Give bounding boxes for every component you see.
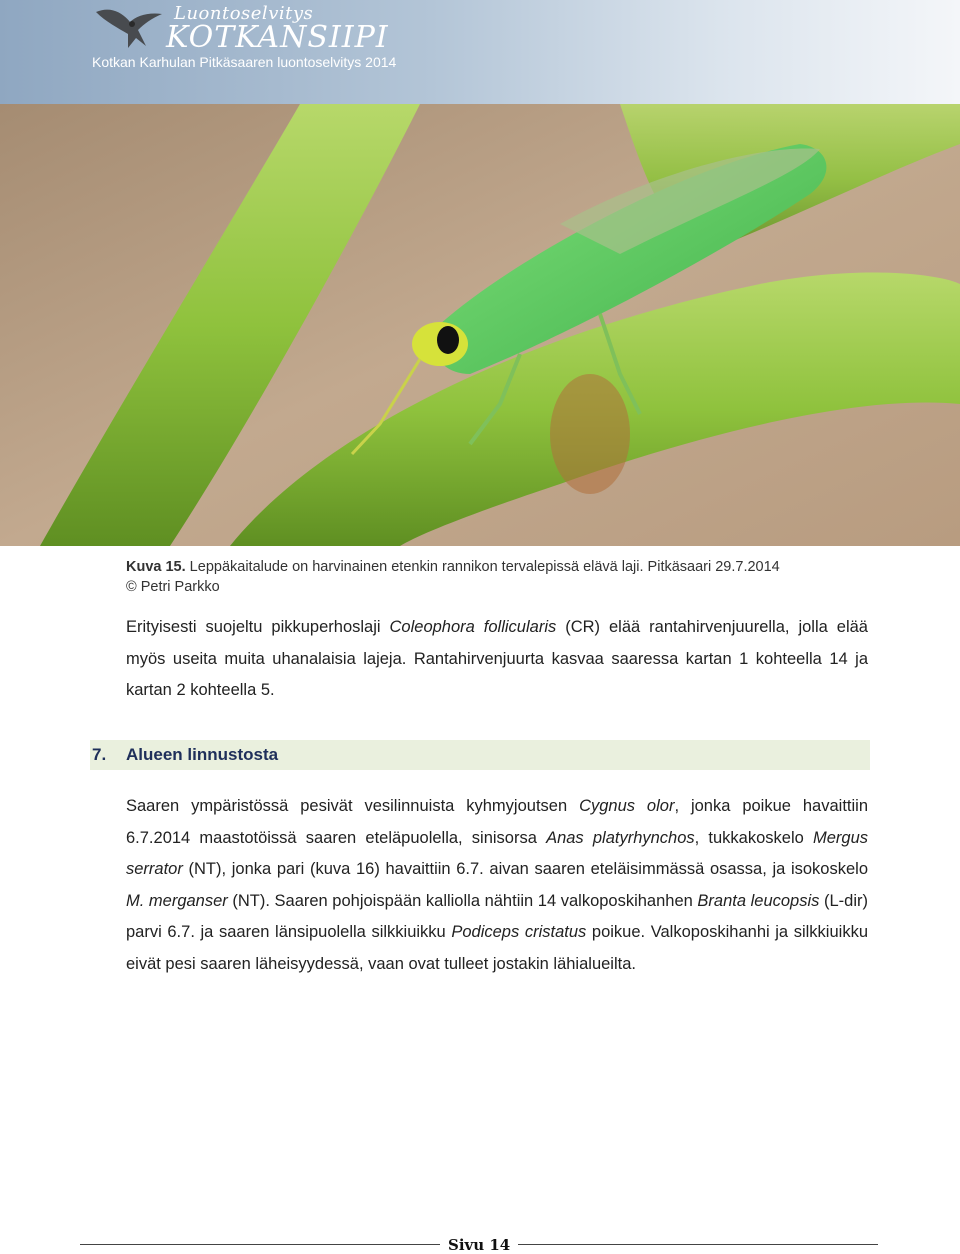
text-run: (CR) elää rantahirvenjuurella, jolla elää myös useita muita uhanalaisia lajeja. Rantahirvenjuurta kasvaa saaressa kartan 1 kohteella 14 ja kartan 2 kohteella 5. <box>126 618 868 699</box>
text-run: (NT), jonka pari (kuva 16) havaittiin 6.7. aivan saaren eteläisimmässä osassa, ja isokoskelo <box>182 860 868 878</box>
text-run: Erityisesti suojeltu pikkuperhoslaji <box>126 618 390 636</box>
species-name: Mergus serrator <box>126 828 869 878</box>
logo-subtitle: Luontoselvitys <box>174 3 314 24</box>
logo-title: KOTKANSIIPI <box>166 20 389 55</box>
text-run: , tukkakoskelo <box>694 828 813 847</box>
species-name: Cygnus olor <box>579 797 675 815</box>
text-run: (L-dir) parvi 6.7. ja saaren länsipuolella silkkiuikku <box>126 891 868 941</box>
text-run: poikue. Valkoposkihanhi ja silkkiuikku eivät pesi saaren läheisyydessä, vaan ovat tulleet jostakin lähialueilta. <box>126 923 868 973</box>
eagle-logo-icon <box>92 2 166 52</box>
paragraph-birds <box>126 791 868 980</box>
species-name: Podiceps cristatus <box>451 923 587 941</box>
page-header <box>0 0 960 104</box>
species-name: Branta leucopsis <box>697 891 820 910</box>
figure-caption <box>126 557 886 597</box>
species-name: Coleophora follicularis <box>389 618 557 636</box>
caption-credit: © Petri Parkko <box>126 579 220 595</box>
caption-text: Leppäkaitalude on harvinainen etenkin rannikon tervalepissä elävä laji. Pitkäsaari 29.7.2014 <box>185 559 780 575</box>
caption-label: Kuva 15. <box>126 559 186 575</box>
header-subtitle: Kotkan Karhulan Pitkäsaaren luontoselvitys 2014 <box>92 54 397 70</box>
text-run: (NT). Saaren pohjoispään kalliolla nähtiin 14 valkoposkihanhen <box>227 891 698 910</box>
text-run: Saaren ympäristössä pesivät vesilinnuista kyhmyjoutsen <box>126 797 580 815</box>
text-run: , jonka poikue havaittiin 6.7.2014 maastotöissä saaren eteläpuolella, sinisorsa <box>126 797 868 847</box>
section-title: Alueen linnustosta <box>126 745 279 764</box>
leafhopper-photo <box>0 104 960 546</box>
paragraph-coleophora <box>126 612 868 707</box>
species-name: Anas platyrhynchos <box>546 828 695 847</box>
species-name: M. merganser <box>126 891 228 910</box>
page-number: Sivu 14 <box>440 1236 518 1254</box>
section-number: 7. <box>92 745 107 764</box>
